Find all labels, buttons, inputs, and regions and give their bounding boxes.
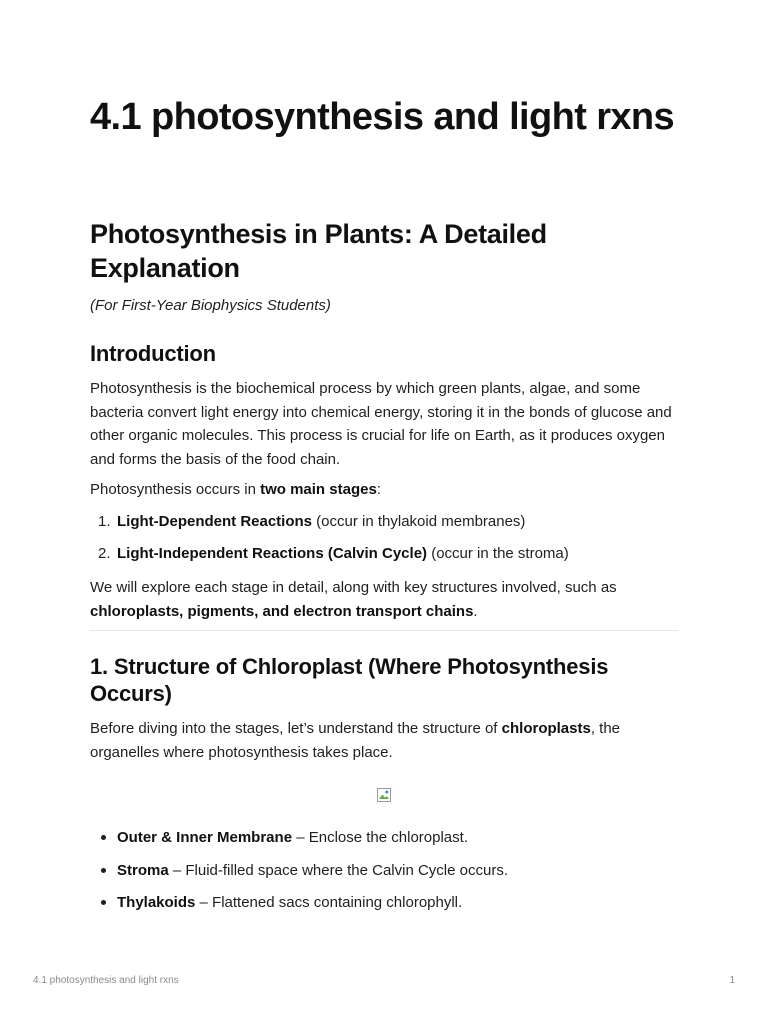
footer-page-number: 1 bbox=[729, 975, 735, 986]
footer-document-title: 4.1 photosynthesis and light rxns bbox=[33, 975, 179, 986]
part-name: Thylakoids bbox=[117, 894, 196, 911]
list-number: 1. bbox=[98, 513, 111, 530]
bullet-icon bbox=[101, 868, 106, 873]
part-name: Outer & Inner Membrane bbox=[117, 829, 293, 846]
explore-end-text: . bbox=[473, 602, 478, 620]
stages-intro bbox=[90, 478, 678, 502]
part-description: – Fluid-filled space where the Calvin Cycle occurs. bbox=[168, 862, 508, 879]
bullet-icon bbox=[101, 900, 106, 905]
part-description: – Enclose the chloroplast. bbox=[292, 829, 468, 846]
stages-end-text: : bbox=[376, 481, 381, 498]
part-description: – Flattened sacs containing chlorophyll. bbox=[195, 894, 463, 911]
section-divider bbox=[90, 630, 678, 631]
introduction-paragraph: Photosynthesis is the biochemical process by which green plants, algae, and some bacteria convert light energy into chemical energy, storing it in the bonds of glucose and other organic molecules. This process is crucial for life on Earth, as it produces oxygen and forms the basis of the food chain. bbox=[90, 380, 672, 468]
chloroplast-bold-text: chloroplasts bbox=[501, 720, 591, 737]
stage-location: (occur in the stroma) bbox=[427, 545, 569, 562]
chloroplast-section-heading: 1. Structure of Chloroplast (Where Photosynthesis Occurs) bbox=[90, 654, 609, 706]
stage-location: (occur in thylakoid membranes) bbox=[312, 513, 526, 530]
chloroplast-lead-text: Before diving into the stages, let’s understand the structure of bbox=[90, 720, 502, 737]
explore-lead-text: We will explore each stage in detail, along with key structures involved, such as bbox=[90, 579, 617, 596]
stage-name: Light-Independent Reactions (Calvin Cycle) bbox=[117, 545, 428, 562]
stages-lead-text: Photosynthesis occurs in bbox=[90, 481, 261, 498]
chloroplast-end-text: , the organelles where photosynthesis takes place. bbox=[90, 720, 621, 761]
document-title: 4.1 photosynthesis and light rxns bbox=[90, 96, 675, 138]
explore-paragraph bbox=[90, 576, 678, 623]
part-name: Stroma bbox=[117, 862, 169, 879]
broken-image-icon bbox=[376, 787, 392, 803]
introduction-heading: Introduction bbox=[90, 341, 216, 366]
stage-name: Light-Dependent Reactions bbox=[117, 513, 313, 530]
chloroplast-paragraph bbox=[90, 717, 678, 764]
subtitle: (For First-Year Biophysics Students) bbox=[90, 297, 331, 314]
list-number: 2. bbox=[98, 545, 111, 562]
bullet-icon bbox=[101, 835, 106, 840]
stages-bold-text: two main stages bbox=[260, 481, 377, 498]
main-heading: Photosynthesis in Plants: A Detailed Explanation bbox=[90, 219, 547, 283]
explore-bold-text: chloroplasts, pigments, and electron transport chains bbox=[90, 602, 474, 620]
